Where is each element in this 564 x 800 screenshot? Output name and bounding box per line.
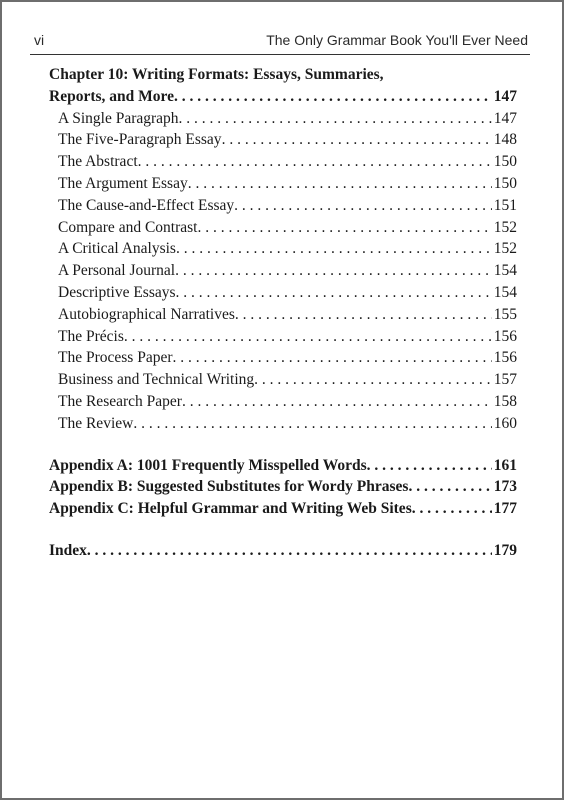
spacer — [49, 520, 517, 540]
dot-leader — [254, 369, 492, 391]
header-rule — [30, 54, 530, 55]
toc-entry-label: The Abstract — [58, 153, 138, 171]
dot-leader — [222, 129, 492, 151]
toc-entry-appendix-b[interactable] — [49, 476, 517, 498]
page-number: vi — [34, 32, 45, 48]
toc-entry-label: Business and Technical Writing — [58, 371, 255, 389]
dot-leader — [87, 540, 492, 562]
toc-entry-label: The Argument Essay — [58, 174, 188, 192]
toc-entry-critical-analysis[interactable] — [49, 238, 517, 260]
toc-entry-label: Appendix C: Helpful Grammar and Writing Web Sites — [49, 500, 412, 518]
toc-entry-page: 155 — [493, 305, 517, 323]
toc-entry-cause-and-effect-essay[interactable] — [49, 195, 517, 217]
table-of-contents — [49, 64, 517, 562]
dot-leader — [174, 86, 492, 108]
toc-entry-page: 152 — [493, 240, 517, 258]
toc-entry-a-single-paragraph[interactable] — [49, 108, 517, 130]
toc-entry-page: 161 — [493, 456, 517, 474]
dot-leader — [234, 195, 492, 217]
toc-entry-label: A Personal Journal — [58, 262, 176, 280]
dot-leader — [176, 238, 492, 260]
dot-leader — [133, 413, 491, 435]
toc-entry-label: The Five-Paragraph Essay — [58, 131, 222, 149]
toc-entry-page: 158 — [493, 392, 517, 410]
dot-leader — [367, 455, 492, 477]
toc-entry-appendix-c[interactable] — [49, 498, 517, 520]
dot-leader — [408, 476, 491, 498]
toc-entry-page: 148 — [493, 131, 517, 149]
toc-entry-page: 151 — [493, 196, 517, 214]
chapter-sections — [49, 108, 517, 435]
toc-entry-label: Appendix A: 1001 Frequently Misspelled Words — [49, 456, 367, 474]
toc-entry-label: The Précis — [58, 327, 124, 345]
book-title: The Only Grammar Book You'll Ever Need — [266, 32, 528, 48]
toc-entry-label: The Review — [58, 414, 134, 432]
toc-entry-page: 179 — [493, 541, 517, 559]
toc-entry-argument-essay[interactable] — [49, 173, 517, 195]
toc-entry-page: 173 — [493, 478, 517, 496]
dot-leader — [179, 108, 492, 130]
toc-entry-page: 147 — [493, 109, 517, 127]
toc-entry-page: 177 — [493, 500, 517, 518]
toc-entry-label: Appendix B: Suggested Substitutes for Wordy Phrases — [49, 478, 409, 496]
dot-leader — [197, 217, 491, 239]
dot-leader — [182, 391, 492, 413]
toc-entry-label: The Cause-and-Effect Essay — [58, 196, 235, 214]
spacer — [49, 435, 517, 455]
toc-entry-index[interactable] — [49, 540, 517, 562]
dot-leader — [235, 304, 492, 326]
toc-entry-descriptive-essays[interactable] — [49, 282, 517, 304]
toc-entry-label: Compare and Contrast — [58, 218, 198, 236]
toc-entry-label: The Process Paper — [58, 349, 173, 367]
chapter-entry[interactable] — [49, 86, 517, 108]
dot-leader — [175, 260, 492, 282]
dot-leader — [173, 347, 492, 369]
dot-leader — [176, 282, 492, 304]
chapter-title-line1: Chapter 10: Writing Formats: Essays, Summaries, — [49, 66, 384, 83]
toc-entry-business-and-technical-writing[interactable] — [49, 369, 517, 391]
toc-entry-label: Autobiographical Narratives — [58, 305, 235, 323]
dot-leader — [138, 151, 492, 173]
toc-entry-label: Index — [49, 541, 87, 559]
toc-entry-compare-and-contrast[interactable] — [49, 217, 517, 239]
toc-entry-page: 150 — [493, 174, 517, 192]
toc-entry-precis[interactable] — [49, 326, 517, 348]
chapter-title-line2: Reports, and More — [49, 87, 174, 105]
toc-entry-autobiographical-narratives[interactable] — [49, 304, 517, 326]
dot-leader — [124, 326, 492, 348]
toc-entry-personal-journal[interactable] — [49, 260, 517, 282]
toc-entry-appendix-a[interactable] — [49, 455, 517, 477]
toc-entry-label: A Critical Analysis — [58, 240, 176, 258]
toc-entry-label: A Single Paragraph — [58, 109, 179, 127]
toc-entry-research-paper[interactable] — [49, 391, 517, 413]
toc-entry-page: 160 — [493, 414, 517, 432]
toc-entry-label: The Research Paper — [58, 392, 182, 410]
toc-entry-page: 156 — [493, 327, 517, 345]
toc-entry-page: 154 — [493, 262, 517, 280]
toc-entry-review[interactable] — [49, 413, 517, 435]
toc-entry-process-paper[interactable] — [49, 347, 517, 369]
running-head — [30, 25, 530, 53]
toc-entry-page: 156 — [493, 349, 517, 367]
toc-entry-label: Descriptive Essays — [58, 283, 176, 301]
toc-entry-page: 154 — [493, 283, 517, 301]
toc-entry-five-paragraph-essay[interactable] — [49, 129, 517, 151]
toc-entry-page: 152 — [493, 218, 517, 236]
dot-leader — [188, 173, 492, 195]
toc-entry-abstract[interactable] — [49, 151, 517, 173]
toc-entry-page: 157 — [493, 371, 517, 389]
dot-leader — [412, 498, 492, 520]
chapter-page: 147 — [493, 87, 517, 105]
toc-entry-page: 150 — [493, 153, 517, 171]
